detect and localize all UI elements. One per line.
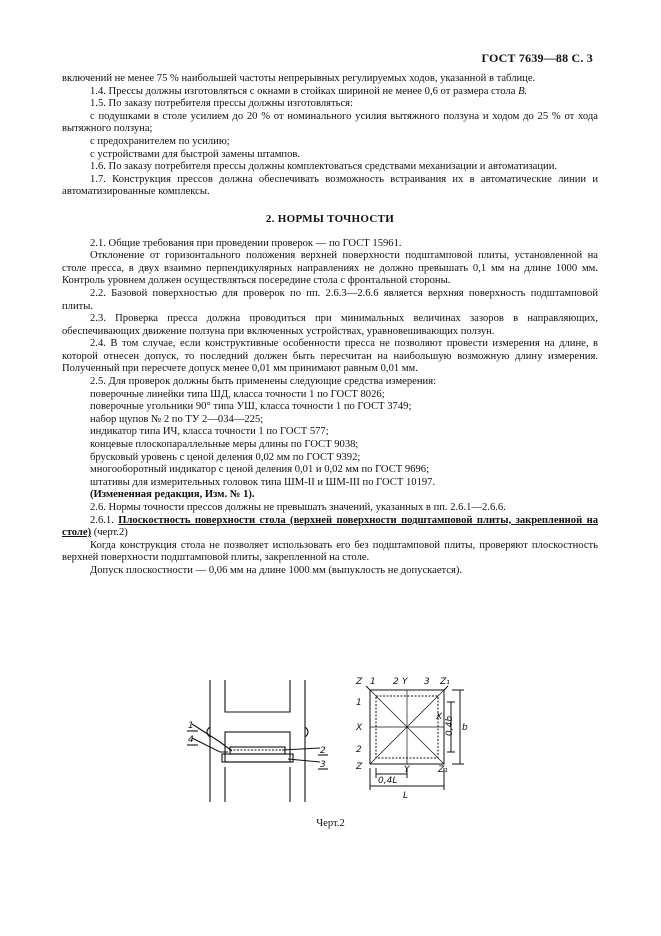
label-z1-bottom: Z₁ xyxy=(438,765,448,775)
paragraph-2-6-1-b: Когда конструкция стола не позволяет использовать его без подштамповой плиты, проверяют плоскостность верхней поверхности подштамповой плиты, закрепленной на столе. xyxy=(62,539,598,564)
paragraph-1-7: 1.7. Конструкция прессов должна обеспечивать возможность встраивания их в автоматические линии и автоматизированные комплексы. xyxy=(62,173,598,198)
paragraph-2-6-1: 2.6.1. Плоскостность поверхности стола (верхней поверхности подштамповой плиты, закрепленной на столе) (черт.2) xyxy=(62,514,598,539)
page-header: ГОСТ 7639—88 С. 3 xyxy=(481,51,593,65)
tool-item: многооборотный индикатор с ценой деления 0,01 и 0,02 мм по ГОСТ 9696; xyxy=(90,464,430,476)
label-z-top: Z xyxy=(356,677,363,687)
paragraph-2-4: 2.4. В том случае, если конструктивные особенности пресса не позволяют провести измерения на длине, в которой отнесен допуск, то последний должен быть пересчитан на наибольшую возможную длину измерения. Полученный при пересчете допуск менее 0,01 мм принимают равным 0,01 мм. xyxy=(62,338,598,375)
label-1-top: 1 xyxy=(370,677,376,687)
tool-item: штативы для измерительных головок типа ШМ-II и ШМ-III по ГОСТ 10197. xyxy=(90,476,436,488)
label-3: 3 xyxy=(320,760,326,770)
amendment-note: (Измененная редакция, Изм. № 1). xyxy=(90,489,255,501)
label-1: 1 xyxy=(188,721,194,731)
dim-b: b xyxy=(462,723,468,733)
paragraph-2-1: 2.1. Общие требования при проведении проверок — по ГОСТ 15961. xyxy=(90,237,402,249)
tool-item: концевые плоскопараллельные меры длины по ГОСТ 9038; xyxy=(90,439,359,451)
figure-drawing xyxy=(170,672,490,802)
label-2: 2 xyxy=(320,746,326,756)
label-z-bottom: Z xyxy=(356,762,363,772)
label-z1-top: Z₁ xyxy=(440,677,450,687)
paragraph-2-1-b: Отклонение от горизонтального положения верхней поверхности подштамповой плиты, установленной на столе пресса, в двух взаимно перпендикулярных направлениях не должно превышать 0,1 мм на длине 1000 мм. Контроль уровнем должен осуществляться посередине стола с фронтальной стороны. xyxy=(62,250,598,287)
label-4: 4 xyxy=(188,735,194,745)
paragraph-2-3: 2.3. Проверка пресса должна проводиться при минимальных величинах зазоров в направляющих, обеспечивающих движение ползуна при включенных устройствах, уравновешивающих ползун. xyxy=(62,313,598,337)
label-y-top: Y xyxy=(402,677,408,687)
paragraph-2-6-1-c: Допуск плоскостности — 0,06 мм на длине 1000 мм (выпуклость не допускается). xyxy=(90,564,463,576)
paragraph-1-5-c: с устройствами для быстрой замены штампов. xyxy=(90,148,301,160)
dim-04b: 0,4b xyxy=(445,715,455,736)
tool-item: поверочные линейки типа ШД, класса точности 1 по ГОСТ 8026; xyxy=(90,388,385,400)
section-title: 2. НОРМЫ ТОЧНОСТИ xyxy=(265,212,395,225)
paragraph-2-2: 2.2. Базовой поверхностью для проверок по пп. 2.6.3—2.6.6 является верхняя поверхность подштамповой плиты. xyxy=(62,287,598,312)
tool-item: поверочные угольники 90° типа УШ, класса точности 1 по ГОСТ 3749; xyxy=(90,401,412,413)
paragraph-1-5-b: с предохранителем по усилию; xyxy=(90,135,230,147)
label-2-top: 2 xyxy=(393,677,399,687)
paragraph-continuation: включений не менее 75 % наибольшей частоты непрерывных регулируемых ходов, указанной в таблице. xyxy=(62,73,536,84)
label-x-right: X xyxy=(436,712,443,722)
label-x-left: X xyxy=(356,723,363,733)
paragraph-1-4: 1.4. Прессы должны изготовляться с окнами в стойках шириной не менее 0,6 от размера стола B. xyxy=(90,85,528,97)
paragraph-2-5: 2.5. Для проверок должны быть применены следующие средства измерения: xyxy=(90,376,437,388)
dim-04l: 0,4L xyxy=(378,776,398,786)
label-1-left: 1 xyxy=(356,698,362,708)
tool-item: индикатор типа ИЧ, класса точности 1 по ГОСТ 577; xyxy=(90,426,329,438)
figure-caption: Черт.2 xyxy=(316,818,345,829)
tool-item: брусковый уровень с ценой деления 0,02 мм по ГОСТ 9392; xyxy=(90,451,361,463)
paragraph-1-5-a: с подушками в столе усилием до 20 % от номинального усилия вытяжного ползуна и ходом до 25 % от хода вытяжного ползуна; xyxy=(62,110,598,135)
label-2-left: 2 xyxy=(356,745,362,755)
figure-2 xyxy=(170,672,490,802)
document-body xyxy=(62,73,598,578)
label-3-top: 3 xyxy=(424,677,430,687)
paragraph-1-6: 1.6. По заказу потребителя прессы должны комплектоваться средствами механизации и автоматизации. xyxy=(90,161,558,173)
paragraph-1-5: 1.5. По заказу потребителя прессы должны изготовляться: xyxy=(90,98,353,110)
tool-item: набор щупов № 2 по ТУ 2—034—225; xyxy=(90,413,264,425)
dim-l: L xyxy=(403,791,409,801)
paragraph-2-6: 2.6. Нормы точности прессов должны не превышать значений, указанных в пп. 2.6.1—2.6.6. xyxy=(90,502,506,513)
label-y-bottom: Y xyxy=(404,765,410,775)
